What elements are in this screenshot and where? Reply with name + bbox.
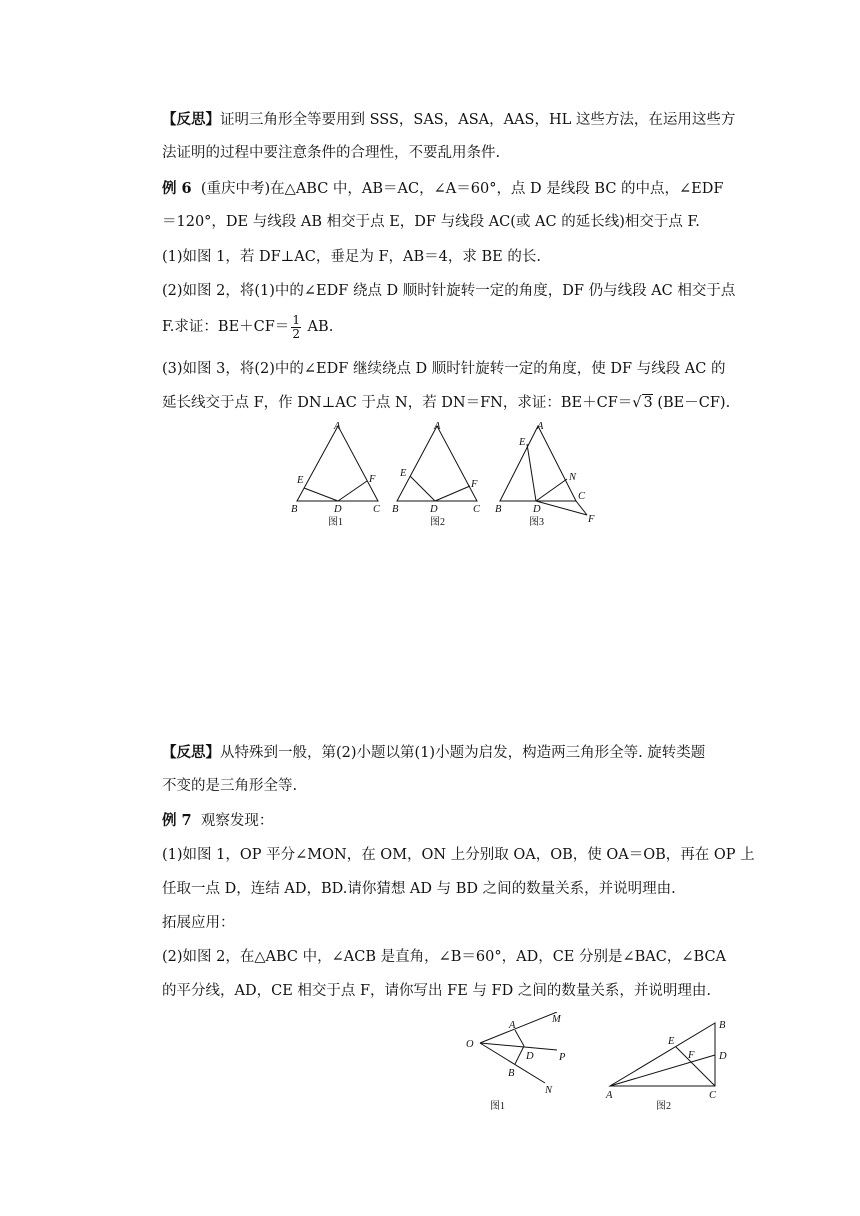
label-c-ex7-2: C <box>709 1090 717 1101</box>
label-c-1: C <box>373 504 381 515</box>
label-c-2: C <box>473 504 481 515</box>
label-m: M <box>552 1014 561 1025</box>
label-p: P <box>559 1052 566 1063</box>
label-e-1: E <box>297 475 304 486</box>
figure-3 <box>495 421 595 528</box>
q3b-suffix: (BE－CF). <box>652 395 731 411</box>
label-n-ex7: N <box>545 1085 553 1096</box>
label-b-1: B <box>291 504 298 515</box>
ex7-figure-1 <box>466 1012 566 1112</box>
segment-df-3 <box>536 501 587 515</box>
reflection-2-text-2: 不变的是三角形全等. <box>162 778 298 794</box>
segment-ce-ex7 <box>676 1047 715 1086</box>
example-7-extension: 拓展应用： <box>162 915 235 931</box>
triangle-abc-2 <box>397 426 477 501</box>
label-e-ex7-2: E <box>668 1036 675 1047</box>
segment-de-3 <box>527 444 536 501</box>
reflection-2-text-1: 从特殊到一般，第(2)小题以第(1)小题为启发，构造两三角形全等. 旋转类题 <box>220 745 706 761</box>
label-b-2: B <box>392 504 399 515</box>
label-a-2: A <box>434 421 441 432</box>
example-7-question-2a: (2)如图 2，在△ABC 中，∠ACB 是直角，∠B＝60°，AD，CE 分别是∠BAC，∠BCA <box>162 949 727 965</box>
ray-op <box>480 1043 557 1050</box>
figure-2-caption: 图2 <box>430 517 445 528</box>
fraction-denominator: 2 <box>292 326 300 341</box>
label-a-ex7-1: A <box>509 1020 516 1031</box>
figure-3-caption: 图3 <box>529 517 544 528</box>
label-f-ex7-2: F <box>688 1050 695 1061</box>
reflection-paragraph-1 <box>162 113 735 128</box>
reflection-paragraph-2 <box>162 746 705 761</box>
ex7-figure-2-caption: 图2 <box>656 1101 671 1112</box>
figure-1-caption: 图1 <box>328 517 343 528</box>
reflection-text-1: 证明三角形全等要用到 SSS，SAS，ASA，AAS，HL 这些方法，在运用这些方 <box>220 112 736 128</box>
q3b-prefix: 延长线交于点 F，作 DN⊥AC 于点 N，若 DN＝FN，求证：BE＋CF＝ <box>162 395 633 411</box>
label-d-1: D <box>334 504 342 515</box>
label-f-1: F <box>369 474 376 485</box>
segment-dn-3 <box>536 479 567 501</box>
q2b-suffix: AB. <box>302 319 334 336</box>
example-7-label: 例 7 <box>162 812 192 829</box>
segment-df-1 <box>338 481 367 501</box>
example-6-text-2: ＝120°，DE 与线段 AB 相交于点 E，DF 与线段 AC(或 AC 的延长线)相交于点 F. <box>162 214 700 230</box>
fraction-half <box>291 314 301 340</box>
ex7-figure-2 <box>605 1020 727 1112</box>
triangle-abc-3 <box>500 426 576 501</box>
example-6-text-1: (重庆中考)在△ABC 中，AB＝AC，∠A＝60°，点 D 是线段 BC 的中点，∠EDF <box>200 181 724 197</box>
example-6-label: 例 6 <box>162 180 192 197</box>
label-b-3: B <box>495 504 502 515</box>
label-d-3: D <box>533 504 541 515</box>
example-7-question-1b: 任取一点 D，连结 AD，BD.请你猜想 AD 与 BD 之间的数量关系，并说明理由. <box>162 881 676 897</box>
example-7-figures <box>460 1012 750 1120</box>
label-d-ex7-2: D <box>719 1051 727 1062</box>
example-6-figures <box>285 418 605 530</box>
segment-de-2 <box>410 476 435 501</box>
label-n-3: N <box>569 472 577 483</box>
example-6-line-1 <box>162 182 723 197</box>
label-e-3: E <box>519 437 526 448</box>
label-c-3: C <box>578 491 586 502</box>
sqrt-sign: √ <box>632 395 642 411</box>
example-6-question-1: (1)如图 1，若 DF⊥AC，垂足为 F，AB＝4，求 BE 的长. <box>162 249 541 265</box>
figure-1 <box>291 421 381 528</box>
label-f-3: F <box>588 514 595 525</box>
label-b-ex7-2: B <box>719 1020 726 1031</box>
triangle-abc-ex7 <box>610 1023 715 1086</box>
figure-2 <box>392 421 481 528</box>
label-d-ex7-1: D <box>526 1051 534 1062</box>
label-b-ex7-1: B <box>508 1068 515 1079</box>
label-o: O <box>466 1039 474 1050</box>
fraction-numerator: 1 <box>292 313 300 327</box>
example-6-question-3a: (3)如图 3，将(2)中的∠EDF 继续绕点 D 顺时针旋转一定的角度，使 DF 与线段 AC 的 <box>162 361 726 377</box>
reflection-tag: 【反思】 <box>162 111 220 128</box>
label-a-3: A <box>537 421 544 432</box>
example-7-line-1 <box>162 814 273 829</box>
label-e-2: E <box>400 468 407 479</box>
segment-df-2 <box>435 486 470 501</box>
example-7-title: 观察发现： <box>200 813 274 829</box>
q2b-prefix: F.求证：BE＋CF＝ <box>162 319 290 336</box>
segment-bd <box>515 1046 524 1064</box>
reflection-tag-2: 【反思】 <box>162 744 220 761</box>
sqrt-radicand: 3 <box>643 395 653 411</box>
example-6-question-3b <box>162 396 730 411</box>
label-f-2: F <box>471 479 478 490</box>
label-d-2: D <box>430 504 438 515</box>
label-a-1: A <box>334 421 341 432</box>
example-6-question-2b <box>162 314 333 340</box>
example-7-question-1a: (1)如图 1，OP 平分∠MON，在 OM，ON 上分别取 OA，OB，使 OA＝OB，再在 OP 上 <box>162 847 755 863</box>
ex7-figure-1-caption: 图1 <box>490 1101 505 1112</box>
segment-de-1 <box>304 488 338 501</box>
segment-ad <box>515 1030 524 1046</box>
ray-om <box>480 1012 557 1043</box>
example-6-question-2a: (2)如图 2，将(1)中的∠EDF 绕点 D 顺时针旋转一定的角度，DF 仍与线段 AC 相交于点 <box>162 283 736 299</box>
label-a-ex7-2: A <box>606 1090 613 1101</box>
reflection-text-2: 法证明的过程中要注意条件的合理性，不要乱用条件. <box>162 145 501 161</box>
example-7-question-2b: 的平分线，AD，CE 相交于点 F，请你写出 FE 与 FD 之间的数量关系，并说明理由. <box>162 983 711 999</box>
